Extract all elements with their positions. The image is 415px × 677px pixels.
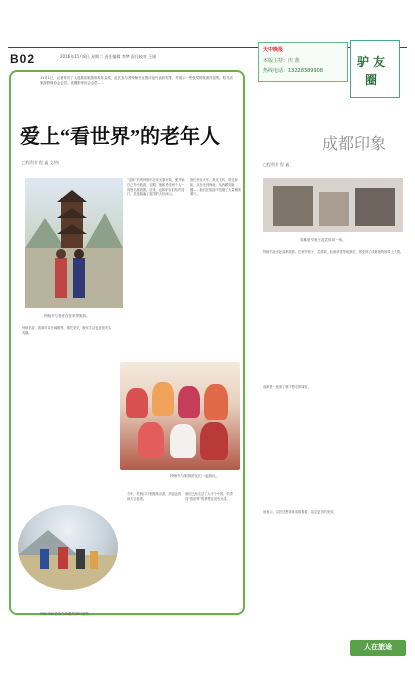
photo-pagoda [25,178,123,308]
sidebar-byline: □程利芳 程 鑫 [263,162,290,167]
person [152,382,174,416]
sidebar-photo [263,178,403,232]
photo3-caption: 钟贻书和老伴在新疆旅游时留影。 [40,612,93,616]
editor-name: 本版主持：庆 蓝 [263,58,300,64]
editor-info-box [258,42,348,82]
sidebar-photo-caption: 成都宽窄巷子及武侯祠一角。 [300,238,346,242]
brand-logo: 天中晚报 [263,47,284,53]
column-tag-char-1: 驴 [357,55,370,69]
photo1-caption: 钟贻书与老伴在张家界旅游。 [44,314,90,318]
person [200,422,228,460]
pagoda-illustration [25,178,123,308]
person [138,422,164,458]
photo-group [120,362,240,470]
article-col4: 今年，老两口计划继续出游，到更远的地方去看看。 [127,492,182,501]
column-tag-char-3: 圈 [365,73,378,87]
travel-illustration [18,505,118,590]
person [170,424,196,458]
person [204,384,228,420]
article-byline: □程利芳 程 鑫 文/图 [22,160,59,165]
photo2-caption: 钟贻书与旅游团友们一起游玩。 [170,474,219,478]
photo-travel [18,505,118,590]
page-number: B02 [10,52,36,66]
hotline: 热线电话：13228389908 [263,68,323,74]
article-col1: “退休”后的钟贻书在家无事可做，便开始自己外出旅游。初期，他和老伴两个人一同报名旅游团，后来，也和驴友们结伴同行，足迹踏遍了祖国的大好河山。 [127,178,185,197]
article-col2: 他们坐过火车、乘过飞机、搭过轮船，从东北到海南，从西藏到新疆……他们在旅途中拍摄了大量精美照片。 [190,178,241,197]
sidebar-text2: 成都是一座来了就不想走的城市。 [263,385,311,389]
continue-ribbon: 人在旅途 [350,640,406,656]
person [178,386,200,418]
article-col3: 钟贻书说，旅游可以开阔眼界，增长见识，晚年生活也更加充实有趣。 [22,326,112,335]
column-tag-char-2: 友 [373,55,386,69]
sidebar-text1: 钟贻书此次赴成都旅游，在宽窄巷子、武侯祠、杜甫草堂等地游览，感受到了成都独特的风土人情。 [263,250,404,254]
column-tag [350,40,400,98]
article-lead: 11月1日，记者采访了入选我省旅游形象年金奖，此次参与者钟贻书互感评论代表获奖等，并展示一些获奖的旅游作品集，驻马店旅游影像协会会员、省摄影家协会会员…… [40,76,233,85]
sidebar-illustration [263,178,403,232]
sidebar-text3: 他表示，以后还想再来成都看看，品尝更多的美食。 [263,510,337,514]
person [126,388,148,418]
article-col5: 他们已经走过了大半个中国，仍觉得“看世界”的梦想还没有完成。 [185,492,233,501]
sidebar-title: 成都印象 [322,136,387,153]
article-headline: 爱上“看世界”的老年人 [20,126,220,148]
dateline: 2016年11月8日 星期二 责任编辑 李梦 责任校对 王刚 [60,54,157,59]
